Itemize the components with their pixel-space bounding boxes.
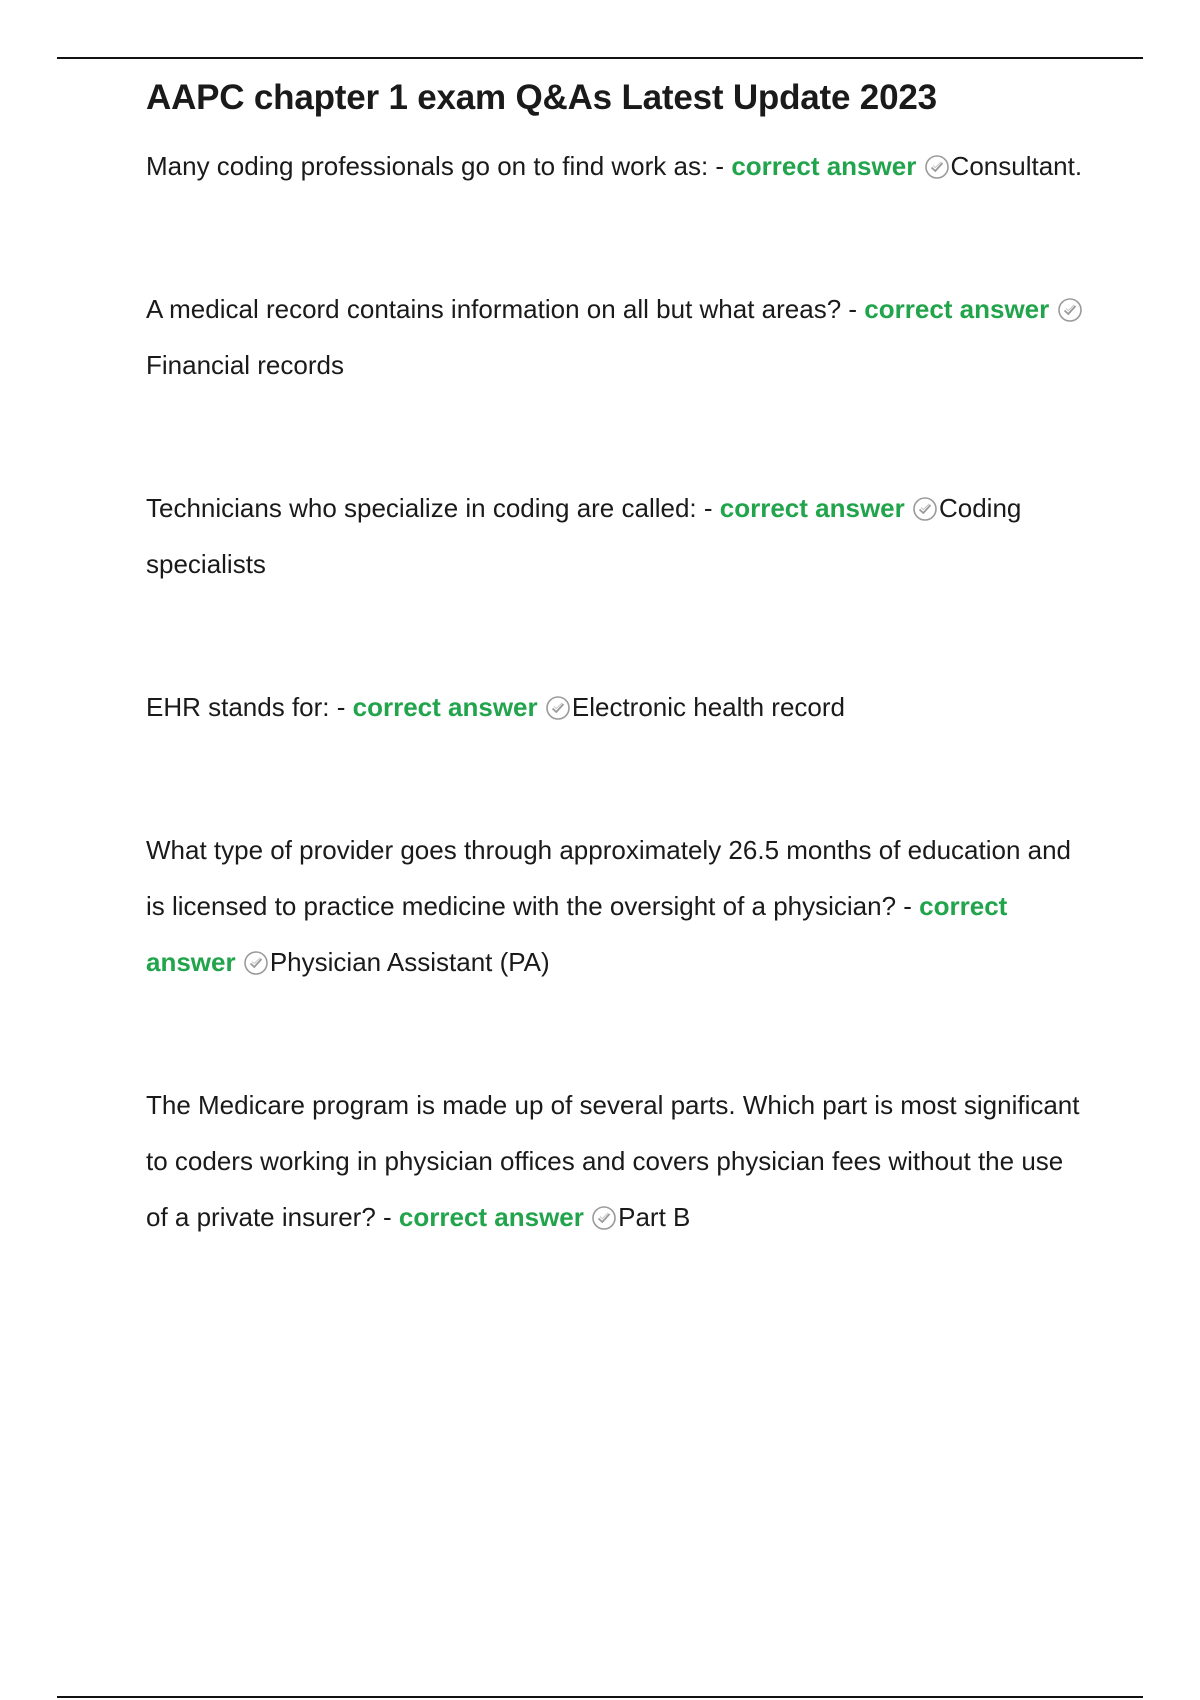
qa-item-3 bbox=[146, 480, 1086, 592]
check-circle-icon bbox=[545, 695, 571, 721]
question-text: Many coding professionals go on to find work as: - bbox=[146, 151, 725, 181]
document-title: AAPC chapter 1 exam Q&As Latest Update 2023 bbox=[146, 78, 937, 117]
question-text: EHR stands for: - bbox=[146, 692, 346, 722]
check-circle-icon bbox=[243, 950, 269, 976]
qa-item-1 bbox=[146, 138, 1086, 194]
answer-text: Electronic health record bbox=[571, 692, 845, 722]
answer-text: Coding specialists bbox=[146, 493, 1022, 579]
question-text: What type of provider goes through approximately 26.5 months of education and is licensed to practice medicine with the oversight of a physician? - bbox=[146, 835, 1072, 921]
answer-text: Physician Assistant (PA) bbox=[269, 947, 550, 977]
correct-answer-label: correct answer bbox=[146, 891, 1008, 977]
check-circle-icon bbox=[591, 1205, 617, 1231]
correct-answer-label: correct answer bbox=[398, 1202, 584, 1232]
correct-answer-label: correct answer bbox=[731, 151, 917, 181]
qa-item-4 bbox=[146, 679, 1086, 735]
check-circle-icon bbox=[924, 154, 950, 180]
question-text: The Medicare program is made up of several parts. Which part is most significant to coders working in physician offices and covers physician fees without the use of a private insurer? - bbox=[146, 1090, 1080, 1232]
top-rule bbox=[57, 57, 1143, 59]
correct-answer-label: correct answer bbox=[864, 294, 1050, 324]
qa-item-5 bbox=[146, 822, 1086, 990]
correct-answer-label: correct answer bbox=[352, 692, 538, 722]
question-text: A medical record contains information on all but what areas? - bbox=[146, 294, 858, 324]
answer-text: Financial records bbox=[146, 350, 344, 380]
document-body bbox=[146, 74, 1086, 1245]
check-circle-icon bbox=[1057, 297, 1083, 323]
question-text: Technicians who specialize in coding are called: - bbox=[146, 493, 713, 523]
bottom-rule bbox=[57, 1696, 1143, 1698]
qa-item-2 bbox=[146, 281, 1086, 393]
check-circle-icon bbox=[912, 496, 938, 522]
correct-answer-label: correct answer bbox=[719, 493, 905, 523]
answer-text: Part B bbox=[618, 1202, 691, 1232]
answer-text: Consultant. bbox=[950, 151, 1083, 181]
qa-item-6 bbox=[146, 1077, 1086, 1245]
